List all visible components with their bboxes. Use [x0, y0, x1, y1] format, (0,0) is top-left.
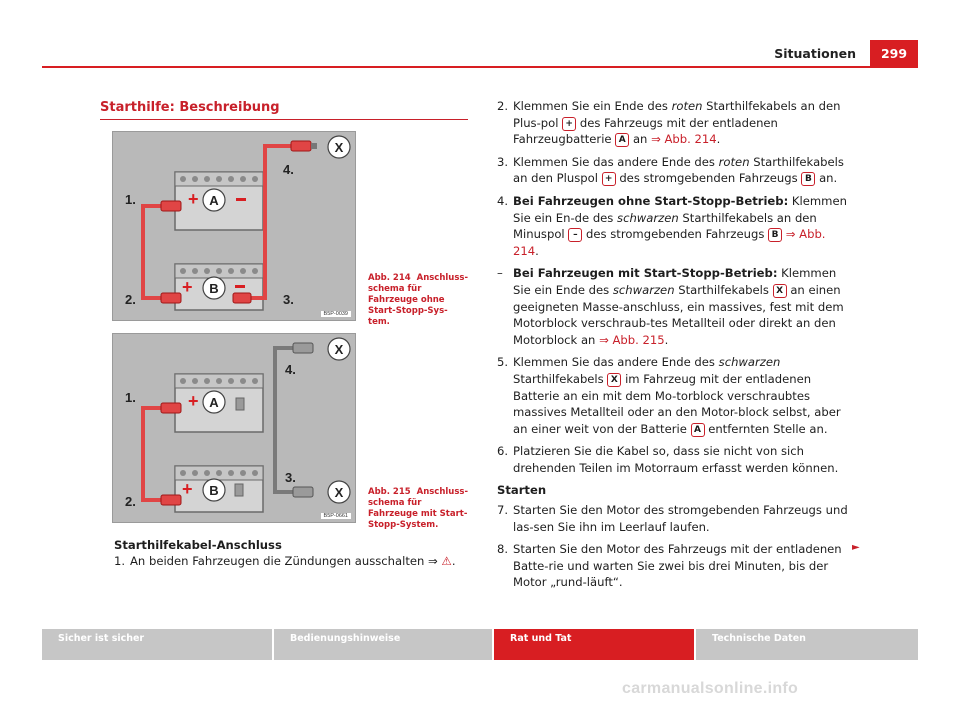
page-number: 299 [870, 40, 918, 67]
step-4: 4. Bei Fahrzeugen ohne Start-Stopp-Betrieb: Klemmen Sie ein En-de des schwarzen Starthilfekabels an den Minuspol – des stromgebenden Fahrzeugs B ⇒ Abb. 214. [497, 193, 847, 258]
figure-code: B5P-0039 [321, 311, 351, 317]
label-x: X [334, 140, 344, 155]
step-7: 7. Starten Sie den Motor des stromgebenden Fahrzeugs und las-sen Sie ihn im Leerlauf laufen. [497, 503, 848, 534]
figure-code: B5P-0661 [321, 513, 351, 519]
label-x: X [334, 342, 344, 357]
battery-b-badge: B [768, 228, 782, 242]
plus-terminal-badge: + [562, 117, 576, 131]
label-3: 3. [283, 292, 294, 307]
footer-tab-rat-und-tat[interactable]: Rat und Tat [494, 629, 694, 660]
label-b: B [209, 483, 219, 498]
caption-label: Abb. 215 [368, 487, 411, 497]
battery-a-badge: A [691, 423, 705, 437]
step-6: 6. Platzieren Sie die Kabel so, dass sie nicht von sich drehenden Teilen im Motorraum erfasst werden können. [497, 444, 839, 475]
header-rule [42, 66, 918, 68]
footer-tab-technische-daten[interactable]: Technische Daten [696, 629, 918, 660]
label-2: 2. [125, 494, 136, 509]
figure-215-caption [368, 487, 468, 531]
section-title: Starthilfe: Beschreibung [100, 100, 280, 115]
step-5: 5. Klemmen Sie das andere Ende des schwarzen Starthilfekabels X im Fahrzeug mit der entladenen Batterie an ein mit dem Mo-torblock verschraubtes massives Metallteil oder an den Motor-block selbst, aber an einer weit von der Batterie A entfernten Stelle an. [497, 355, 841, 436]
svg-text:+: + [188, 391, 199, 411]
step-number: 1. [114, 554, 126, 568]
label-x-lower: X [334, 485, 344, 500]
figure-215-wiring-diagram [112, 333, 356, 523]
caption-label: Abb. 214 [368, 273, 411, 283]
section-rule [100, 119, 468, 120]
continue-arrow-icon[interactable]: ► [852, 542, 860, 553]
step-2: 2. Klemmen Sie ein Ende des roten Starthilfekabels an den Plus-pol + des Fahrzeugs mit der entladenen Fahrzeugbatterie A an ⇒ Abb. 214. [497, 99, 841, 147]
svg-text:+: + [182, 277, 193, 297]
caption-text: Anschluss-schema für Fahrzeuge ohne Start-Stopp-Sys-tem. [368, 273, 468, 327]
label-b: B [209, 281, 219, 296]
figure-214-wiring-diagram [112, 131, 356, 321]
starten-heading: Starten [497, 483, 547, 498]
ground-x-badge: X [773, 284, 787, 298]
step-dash: – Bei Fahrzeugen mit Start-Stopp-Betrieb: Klemmen Sie ein Ende des schwarzen Starthilfekabels X an einen geeigneten Masse-anschluss, ein massives, fest mit dem Motorblock verschraub-tes Metallteil oder direkt an den Motorblock an ⇒ Abb. 215. [497, 266, 844, 347]
subheading: Starthilfekabel-Anschluss [114, 538, 282, 552]
label-3: 3. [285, 470, 296, 485]
step-8: 8. Starten Sie den Motor des Fahrzeugs mit der entladenen Batte-rie und warten Sie zwei bis drei Minuten, bis der Motor „rund-läuft“. [497, 542, 842, 590]
link-abb-214[interactable]: ⇒ Abb. 214 [651, 132, 717, 147]
label-4: 4. [285, 362, 296, 377]
minus-terminal-badge: – [568, 228, 582, 242]
step-3: 3. Klemmen Sie das andere Ende des roten Starthilfekabels an den Pluspol + des stromgebenden Fahrzeugs B an. [497, 154, 844, 186]
label-4: 4. [283, 162, 294, 177]
warning-icon[interactable]: ⚠ [441, 554, 452, 568]
footer-tab-sicher[interactable]: Sicher ist sicher [42, 629, 272, 660]
label-2: 2. [125, 292, 136, 307]
footer-tab-bedienung[interactable]: Bedienungshinweise [274, 629, 492, 660]
plus-terminal-badge: + [602, 172, 616, 186]
label-1: 1. [125, 390, 136, 405]
running-header-title: Situationen [774, 46, 856, 61]
battery-b-badge: B [801, 172, 815, 186]
steps-column [497, 98, 853, 597]
label-1: 1. [125, 192, 136, 207]
step-text: An beiden Fahrzeugen die Zündungen ausschalten ⇒ [130, 554, 438, 568]
link-abb-215[interactable]: ⇒ Abb. 215 [599, 332, 665, 347]
watermark: carmanualsonline.info [622, 680, 799, 697]
label-a: A [209, 395, 219, 410]
step-1: 1. An beiden Fahrzeugen die Zündungen ausschalten ⇒ ⚠. [114, 554, 456, 568]
svg-text:+: + [182, 479, 193, 499]
battery-a-badge: A [615, 133, 629, 147]
svg-text:+: + [188, 189, 199, 209]
caption-text: Anschluss-schema für Fahrzeuge mit Start-Stopp-System. [368, 487, 468, 530]
link-abb-214[interactable]: ⇒ Abb. 214 [513, 227, 826, 258]
ground-x-badge: X [607, 373, 621, 387]
figure-214-caption [368, 273, 468, 328]
label-a: A [209, 193, 219, 208]
